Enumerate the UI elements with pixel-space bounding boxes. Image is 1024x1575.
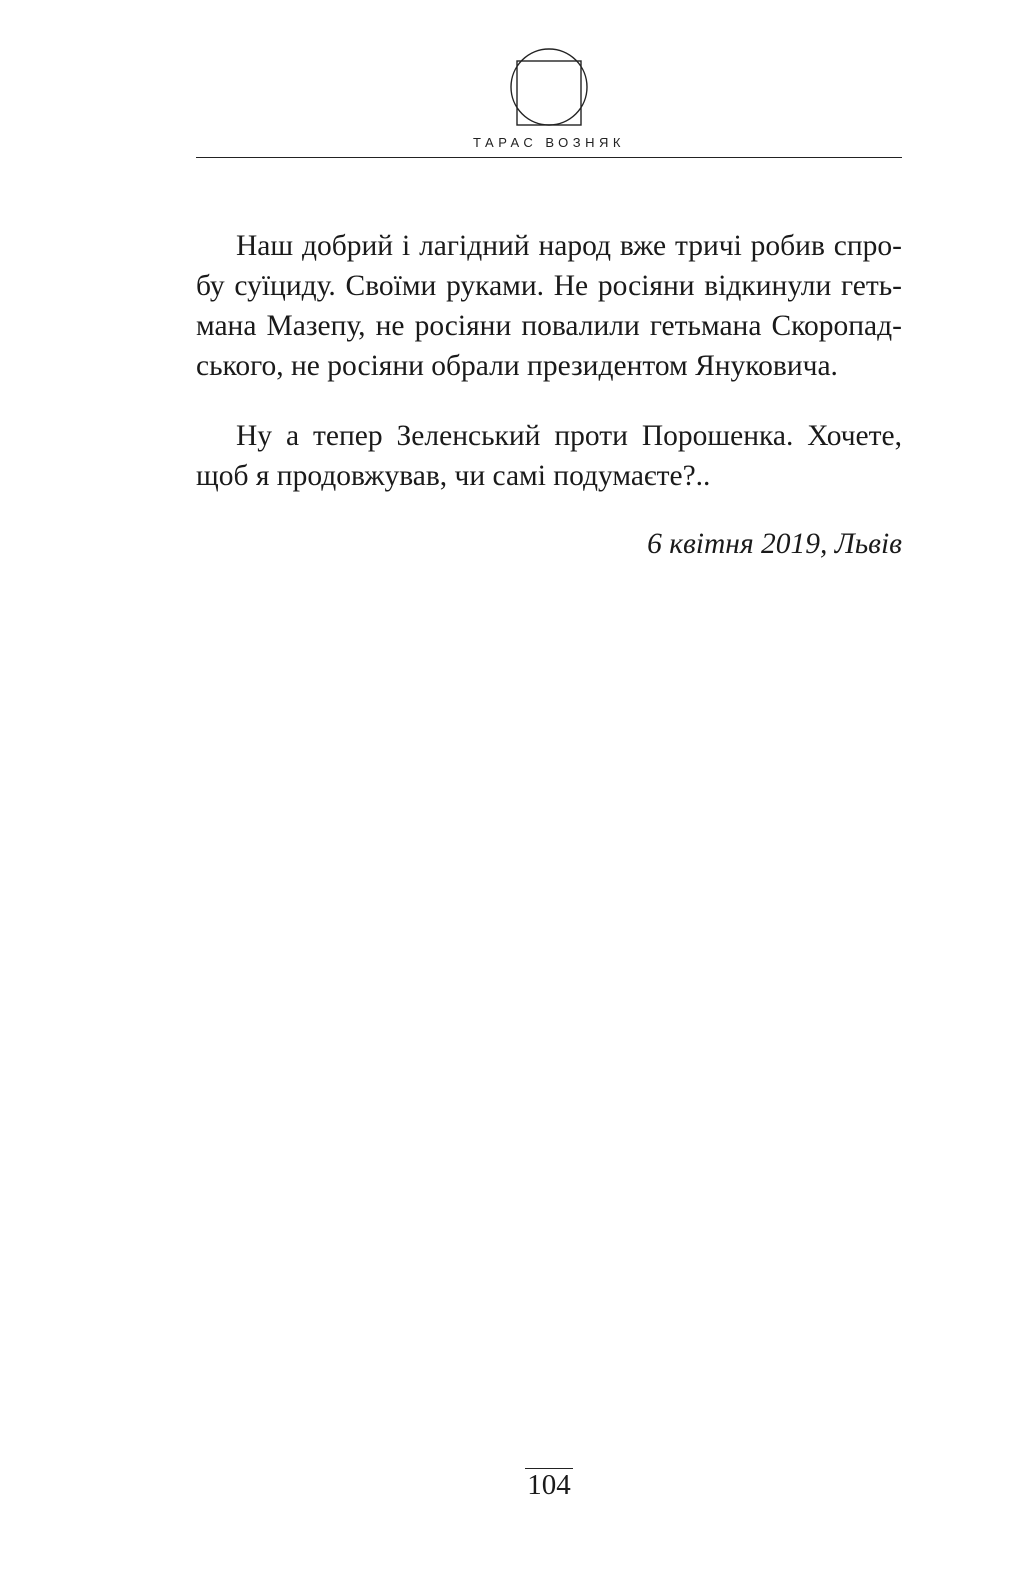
page-number-value: 104 xyxy=(527,1469,571,1501)
paragraph-1: Наш добрий і лагідний народ вже тричі робив спробу суїциду. Своїми руками. Не росіяни відкинули гетьмана Мазепу, не росіяни повалили гетьмана Скоропадського, не росіяни обрали президентом Януковича. xyxy=(196,230,902,382)
page-number xyxy=(196,1467,902,1503)
header-rule xyxy=(196,157,902,158)
main-text xyxy=(196,226,902,564)
date-place-signature: 6 квітня 2019, Львів xyxy=(647,528,902,560)
running-head-author: ТАРАС ВОЗНЯК xyxy=(473,135,625,150)
circle-square-logo-icon xyxy=(509,47,589,127)
paragraph-2: Ну а тепер Зеленський проти Порошенка. Хочете, щоб я продовжував, чи самі подумаєте?.. xyxy=(196,420,902,492)
